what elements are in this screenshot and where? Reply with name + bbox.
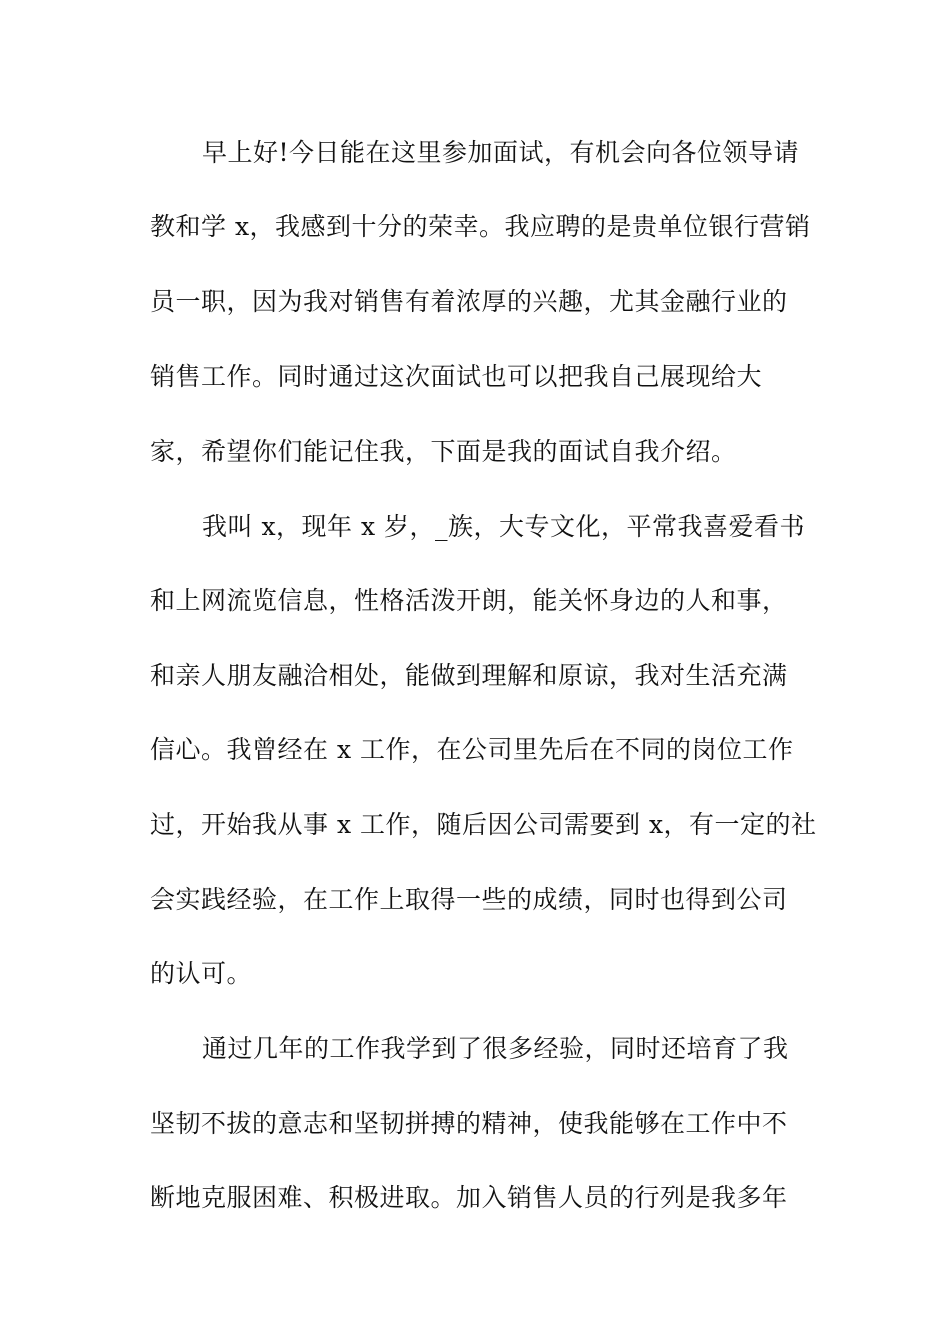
paragraph-3-line-1: 通过几年的工作我学到了很多经验，同时还培育了我 [202, 1034, 789, 1063]
paragraph-2-line-2: 和上网流览信息，性格活泼开朗，能关怀身边的人和事， [150, 586, 788, 615]
paragraph-2-line-4: 信心。我曾经在 x 工作，在公司里先后在不同的岗位工作 [150, 735, 794, 764]
paragraph-1-line-2: 教和学 x，我感到十分的荣幸。我应聘的是贵单位银行营销 [150, 212, 811, 241]
paragraph-2-line-7: 的认可。 [150, 959, 253, 988]
paragraph-2-line-1: 我叫 x，现年 x 岁，_族，大专文化，平常我喜爱看书 [202, 512, 806, 541]
paragraph-3-line-3: 断地克服困难、积极进取。加入销售人员的行列是我多年 [150, 1183, 788, 1212]
paragraph-1-line-5: 家，希望你们能记住我，下面是我的面试自我介绍。 [150, 437, 737, 466]
paragraph-1-line-3: 员一职，因为我对销售有着浓厚的兴趣，尤其金融行业的 [150, 287, 788, 316]
paragraph-1-line-1: 早上好!今日能在这里参加面试，有机会向各位领导请 [202, 138, 800, 167]
paragraph-1-line-4: 销售工作。同时通过这次面试也可以把我自己展现给大 [150, 362, 763, 391]
paragraph-2-line-3: 和亲人朋友融洽相处，能做到理解和原谅，我对生活充满 [150, 661, 788, 690]
paragraph-3-line-2: 坚韧不拔的意志和坚韧拼搏的精神，使我能够在工作中不 [150, 1109, 788, 1138]
paragraph-2-line-5: 过，开始我从事 x 工作，随后因公司需要到 x，有一定的社 [150, 810, 817, 839]
paragraph-2-line-6: 会实践经验，在工作上取得一些的成绩，同时也得到公司 [150, 885, 788, 914]
